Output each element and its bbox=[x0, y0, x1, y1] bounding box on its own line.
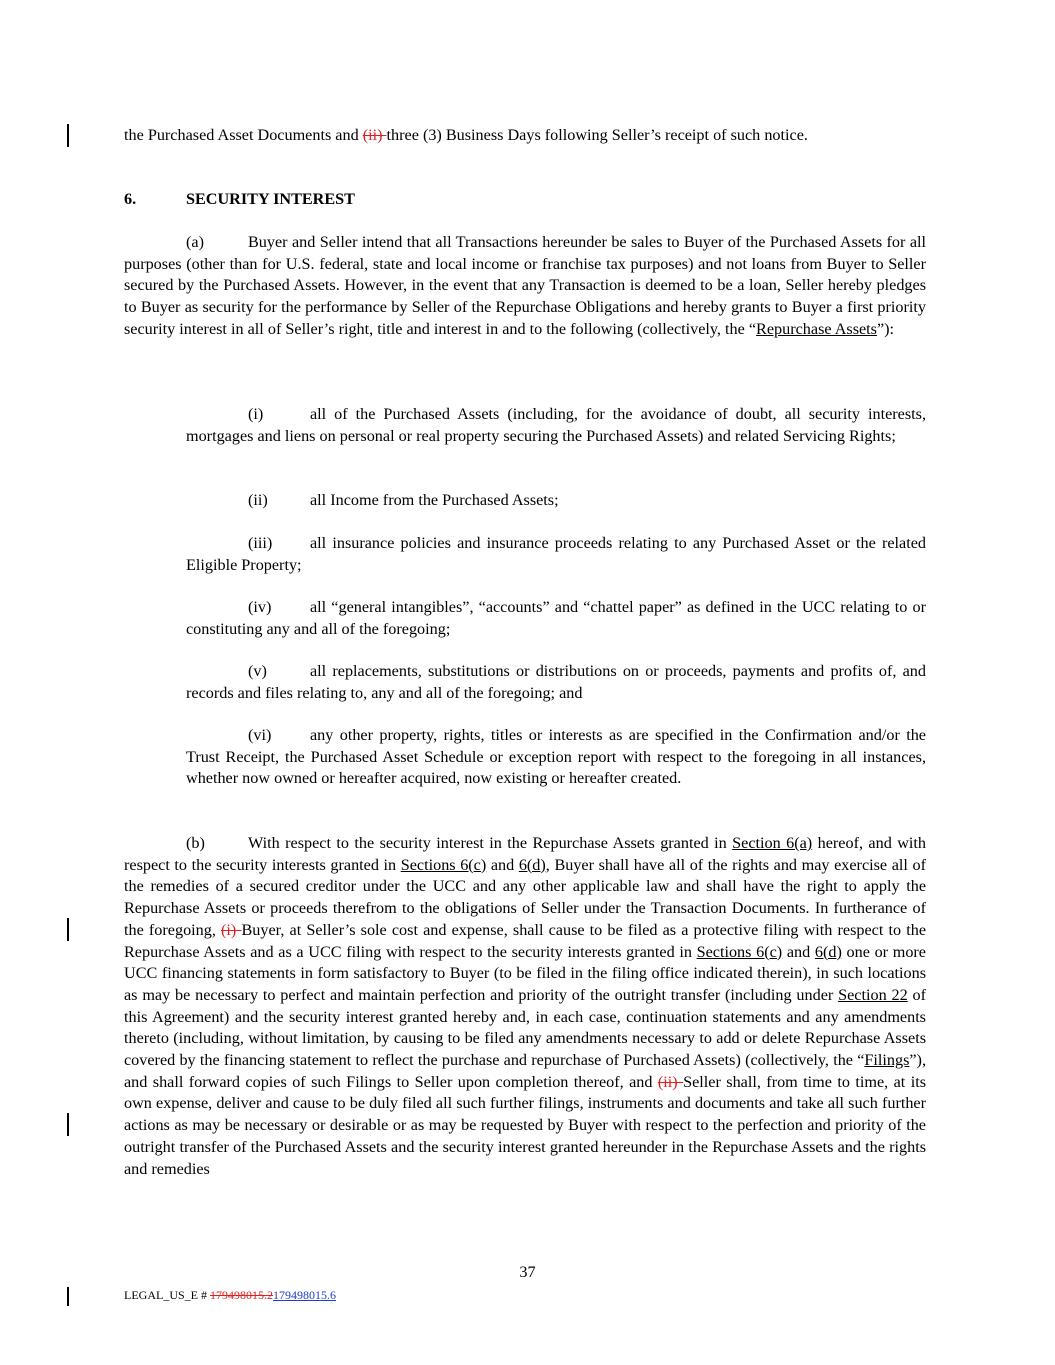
document-footer bbox=[124, 1288, 336, 1303]
change-bar bbox=[67, 1113, 69, 1136]
section-heading bbox=[124, 189, 926, 211]
list-item bbox=[186, 725, 926, 790]
item-text: all “general intangibles”, “accounts” and “chattel paper” as defined in the UCC relating to or constituting any and all of the foregoing; bbox=[186, 598, 926, 638]
paragraph-b bbox=[124, 833, 926, 1180]
section-reference: 6(d) bbox=[814, 942, 842, 961]
change-bar bbox=[67, 918, 69, 941]
text-run: ”): bbox=[876, 319, 895, 338]
inserted-doc-id: 179498015.6 bbox=[273, 1288, 336, 1302]
section-number: 6. bbox=[124, 190, 137, 208]
text-run: Buyer and Seller intend that all Transactions hereunder be sales to Buyer of the Purchased Assets for all purposes (other than for U.S. federal, state and local income or franchise tax purposes) and not loans from Buyer to Seller secured by the Purchased Assets. However, in the event that any Transaction is deemed to be a loan, Seller hereby pledges to Buyer as security for the performance by Seller of the Repurchase Obligations and hereby grants to Buyer a first priority security interest in all of Seller’s right, title and interest in and to the following (collectively, the “ bbox=[124, 233, 926, 338]
text-run: and bbox=[486, 855, 519, 874]
paragraph-continuation bbox=[124, 125, 926, 147]
item-text: all Income from the Purchased Assets; bbox=[310, 491, 559, 509]
item-label: (vi) bbox=[248, 726, 272, 744]
text-run: three (3) Business Days following Seller’s receipt of such notice. bbox=[386, 126, 808, 144]
list-item bbox=[186, 490, 926, 512]
list-item bbox=[186, 597, 926, 640]
change-bar bbox=[67, 124, 69, 147]
change-bar bbox=[67, 1287, 69, 1306]
paragraph-label: (b) bbox=[186, 834, 205, 852]
footer-prefix: LEGAL_US_E # bbox=[124, 1288, 210, 1302]
section-reference: Sections 6(c) bbox=[696, 942, 783, 961]
section-reference: Section 22 bbox=[838, 985, 908, 1004]
item-text: all insurance policies and insurance proceeds relating to any Purchased Asset or the related Eligible Property; bbox=[186, 534, 926, 574]
page-number: 37 bbox=[519, 1263, 536, 1281]
list-item bbox=[186, 661, 926, 704]
item-text: all replacements, substitutions or distributions on or proceeds, payments and profits of, and records and files relating to, any and all of the foregoing; and bbox=[186, 662, 926, 702]
defined-term: Filings bbox=[864, 1051, 910, 1070]
text-run: With respect to the security interest in the Repurchase Assets granted in bbox=[248, 834, 733, 852]
item-label: (iii) bbox=[248, 534, 273, 552]
item-label: (v) bbox=[248, 662, 267, 680]
item-label: (iv) bbox=[248, 598, 272, 616]
item-text: all of the Purchased Assets (including, for the avoidance of doubt, all security interests, mortgages and liens on personal or real property securing the Purchased Assets) and related Servicing Rights; bbox=[186, 405, 926, 445]
text-run: the Purchased Asset Documents and bbox=[124, 126, 363, 144]
text-run: Seller shall, from time to time, at its own expense, deliver and cause to be duly filed all such further filings, instruments and documents and take all such further actions as may be necessary or desirable or as may be requested by Buyer with respect to the perfection and priority of the outright transfer of the Purchased Assets and the security interest granted hereunder in the Repurchase Assets and the rights and remedies bbox=[124, 1072, 927, 1178]
list-item bbox=[186, 533, 926, 576]
deleted-doc-id: 179498015.2 bbox=[210, 1288, 273, 1302]
text-run: , Buyer shall have all of the rights and may exercise all of the remedies of a secured creditor under the UCC and any other applicable law and shall have the right to apply the Repurchase Assets or proceeds therefrom to the obligations of Seller under the Transaction Documents. In furtherance of the foregoing, bbox=[124, 855, 926, 939]
paragraph-label: (a) bbox=[186, 233, 204, 251]
item-label: (i) bbox=[248, 405, 264, 423]
text-run: one or more UCC financing statements in form satisfactory to Buyer (to be filed in the filing office indicated therein), in such locations as may be necessary to perfect and maintain perfection and priority of the outright transfer (including under bbox=[124, 942, 926, 1004]
deleted-text: (ii) bbox=[657, 1072, 684, 1091]
paragraph-a bbox=[124, 232, 926, 341]
section-title: SECURITY INTEREST bbox=[186, 190, 355, 208]
section-reference: Sections 6(c) bbox=[400, 855, 487, 874]
text-run: and bbox=[782, 942, 815, 961]
text-run: of this Agreement) and the security interest granted hereby and, in each case, continuation statements and any amendments thereto (including, without limitation, by causing to be filed any amendments necessary to add or delete Repurchase Assets covered by the financing statement to reflect the purchase and repurchase of Purchased Assets) (collectively, the “ bbox=[124, 985, 927, 1070]
deleted-text: (i) bbox=[221, 920, 242, 939]
deleted-text: (ii) bbox=[362, 126, 387, 144]
item-label: (ii) bbox=[248, 491, 268, 509]
defined-term: Repurchase Assets bbox=[756, 319, 877, 338]
item-text: any other property, rights, titles or interests as are specified in the Confirmation and/or the Trust Receipt, the Purchased Asset Schedule or exception report with respect to the foregoing in all instances, whether now owned or hereafter acquired, now existing or hereafter created. bbox=[186, 726, 926, 788]
list-item bbox=[186, 404, 926, 447]
section-reference: Section 6(a) bbox=[732, 834, 813, 852]
section-reference: 6(d) bbox=[518, 855, 546, 874]
text-run: Buyer, at Seller’s sole cost and expense, shall cause to be filed as a protective filing with respect to the Repurchase Assets and as a UCC filing with respect to the security interests granted in bbox=[124, 920, 926, 961]
text-run: hereof, and with respect to the security interests granted in bbox=[124, 834, 926, 874]
text-run: ”), and shall forward copies of such Filings to Seller upon completion thereof, and bbox=[124, 1051, 926, 1091]
